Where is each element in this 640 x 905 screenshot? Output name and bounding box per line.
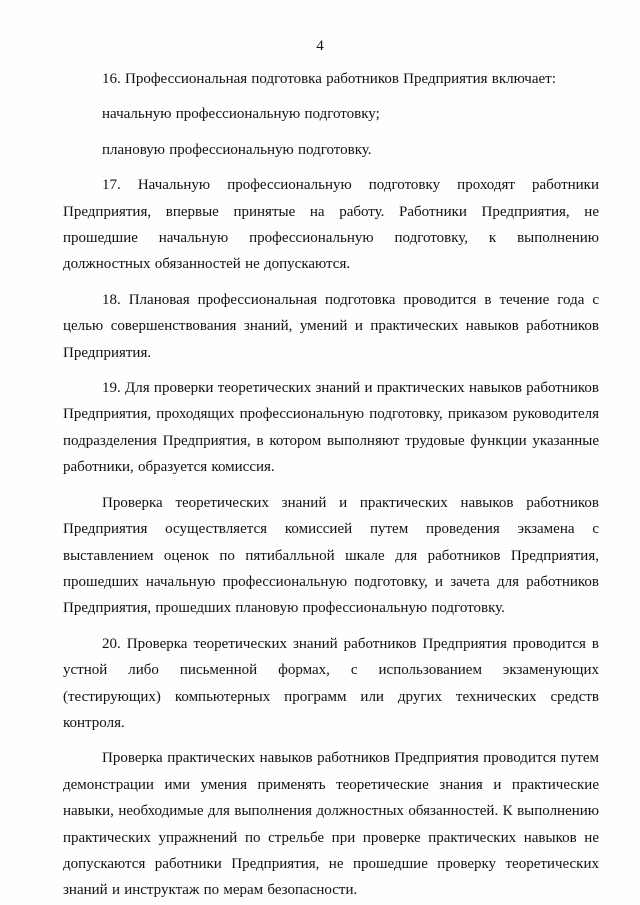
list-item-initial-training: начальную профессиональную подготовку; xyxy=(102,106,380,123)
paragraph-19: 19. Для проверки теоретических знаний и практических навыков работников Предприятия, проходящих профессиональную подготовку, приказом руководителя подразделения Предприятия, в котором выполняют трудовые функции указанные работники, образуется комиссия. xyxy=(63,380,599,476)
paragraph-16: 16. Профессиональная подготовка работников Предприятия включает: xyxy=(102,71,556,87)
paragraph-18: 18. Плановая профессиональная подготовка проводится в течение года с целью совершенствования знаний, умений и практических навыков работников Предприятия. xyxy=(63,291,599,361)
page-number: 4 xyxy=(316,38,324,54)
paragraph-20-practical: Проверка практических навыков работников Предприятия проводится путем демонстрации ими умения применять теоретические знания и практические навыки, необходимые для выполнения должностных обязанностей. К выполнению практических упражнений по стрельбе при проверке практических навыков не допускаются работники Предприятия, не прошедшие проверку теоретических знаний и инструктаж по мерам безопасности. xyxy=(63,750,599,899)
paragraph-20: 20. Проверка теоретических знаний работников Предприятия проводится в устной либо письменной формах, с использованием экзаменующих (тестирующих) компьютерных программ или других технических средств контроля. xyxy=(63,635,599,731)
list-item-planned-training: плановую профессиональную подготовку. xyxy=(102,141,372,158)
paragraph-17: 17. Начальную профессиональную подготовку проходят работники Предприятия, впервые принятые на работу. Работники Предприятия, не прошедшие начальную профессиональную подготовку, к выполнению должностных обязанностей не допускаются. xyxy=(63,177,599,273)
document-body xyxy=(63,66,599,904)
paragraph-19-exam: Проверка теоретических знаний и практических навыков работников Предприятия осуществляется комиссией путем проведения экзамена с выставлением оценок по пятибалльной шкале для работников Предприятия, прошедших начальную профессиональную подготовку, и зачета для работников Предприятия, прошедших плановую профессиональную подготовку. xyxy=(63,494,599,617)
